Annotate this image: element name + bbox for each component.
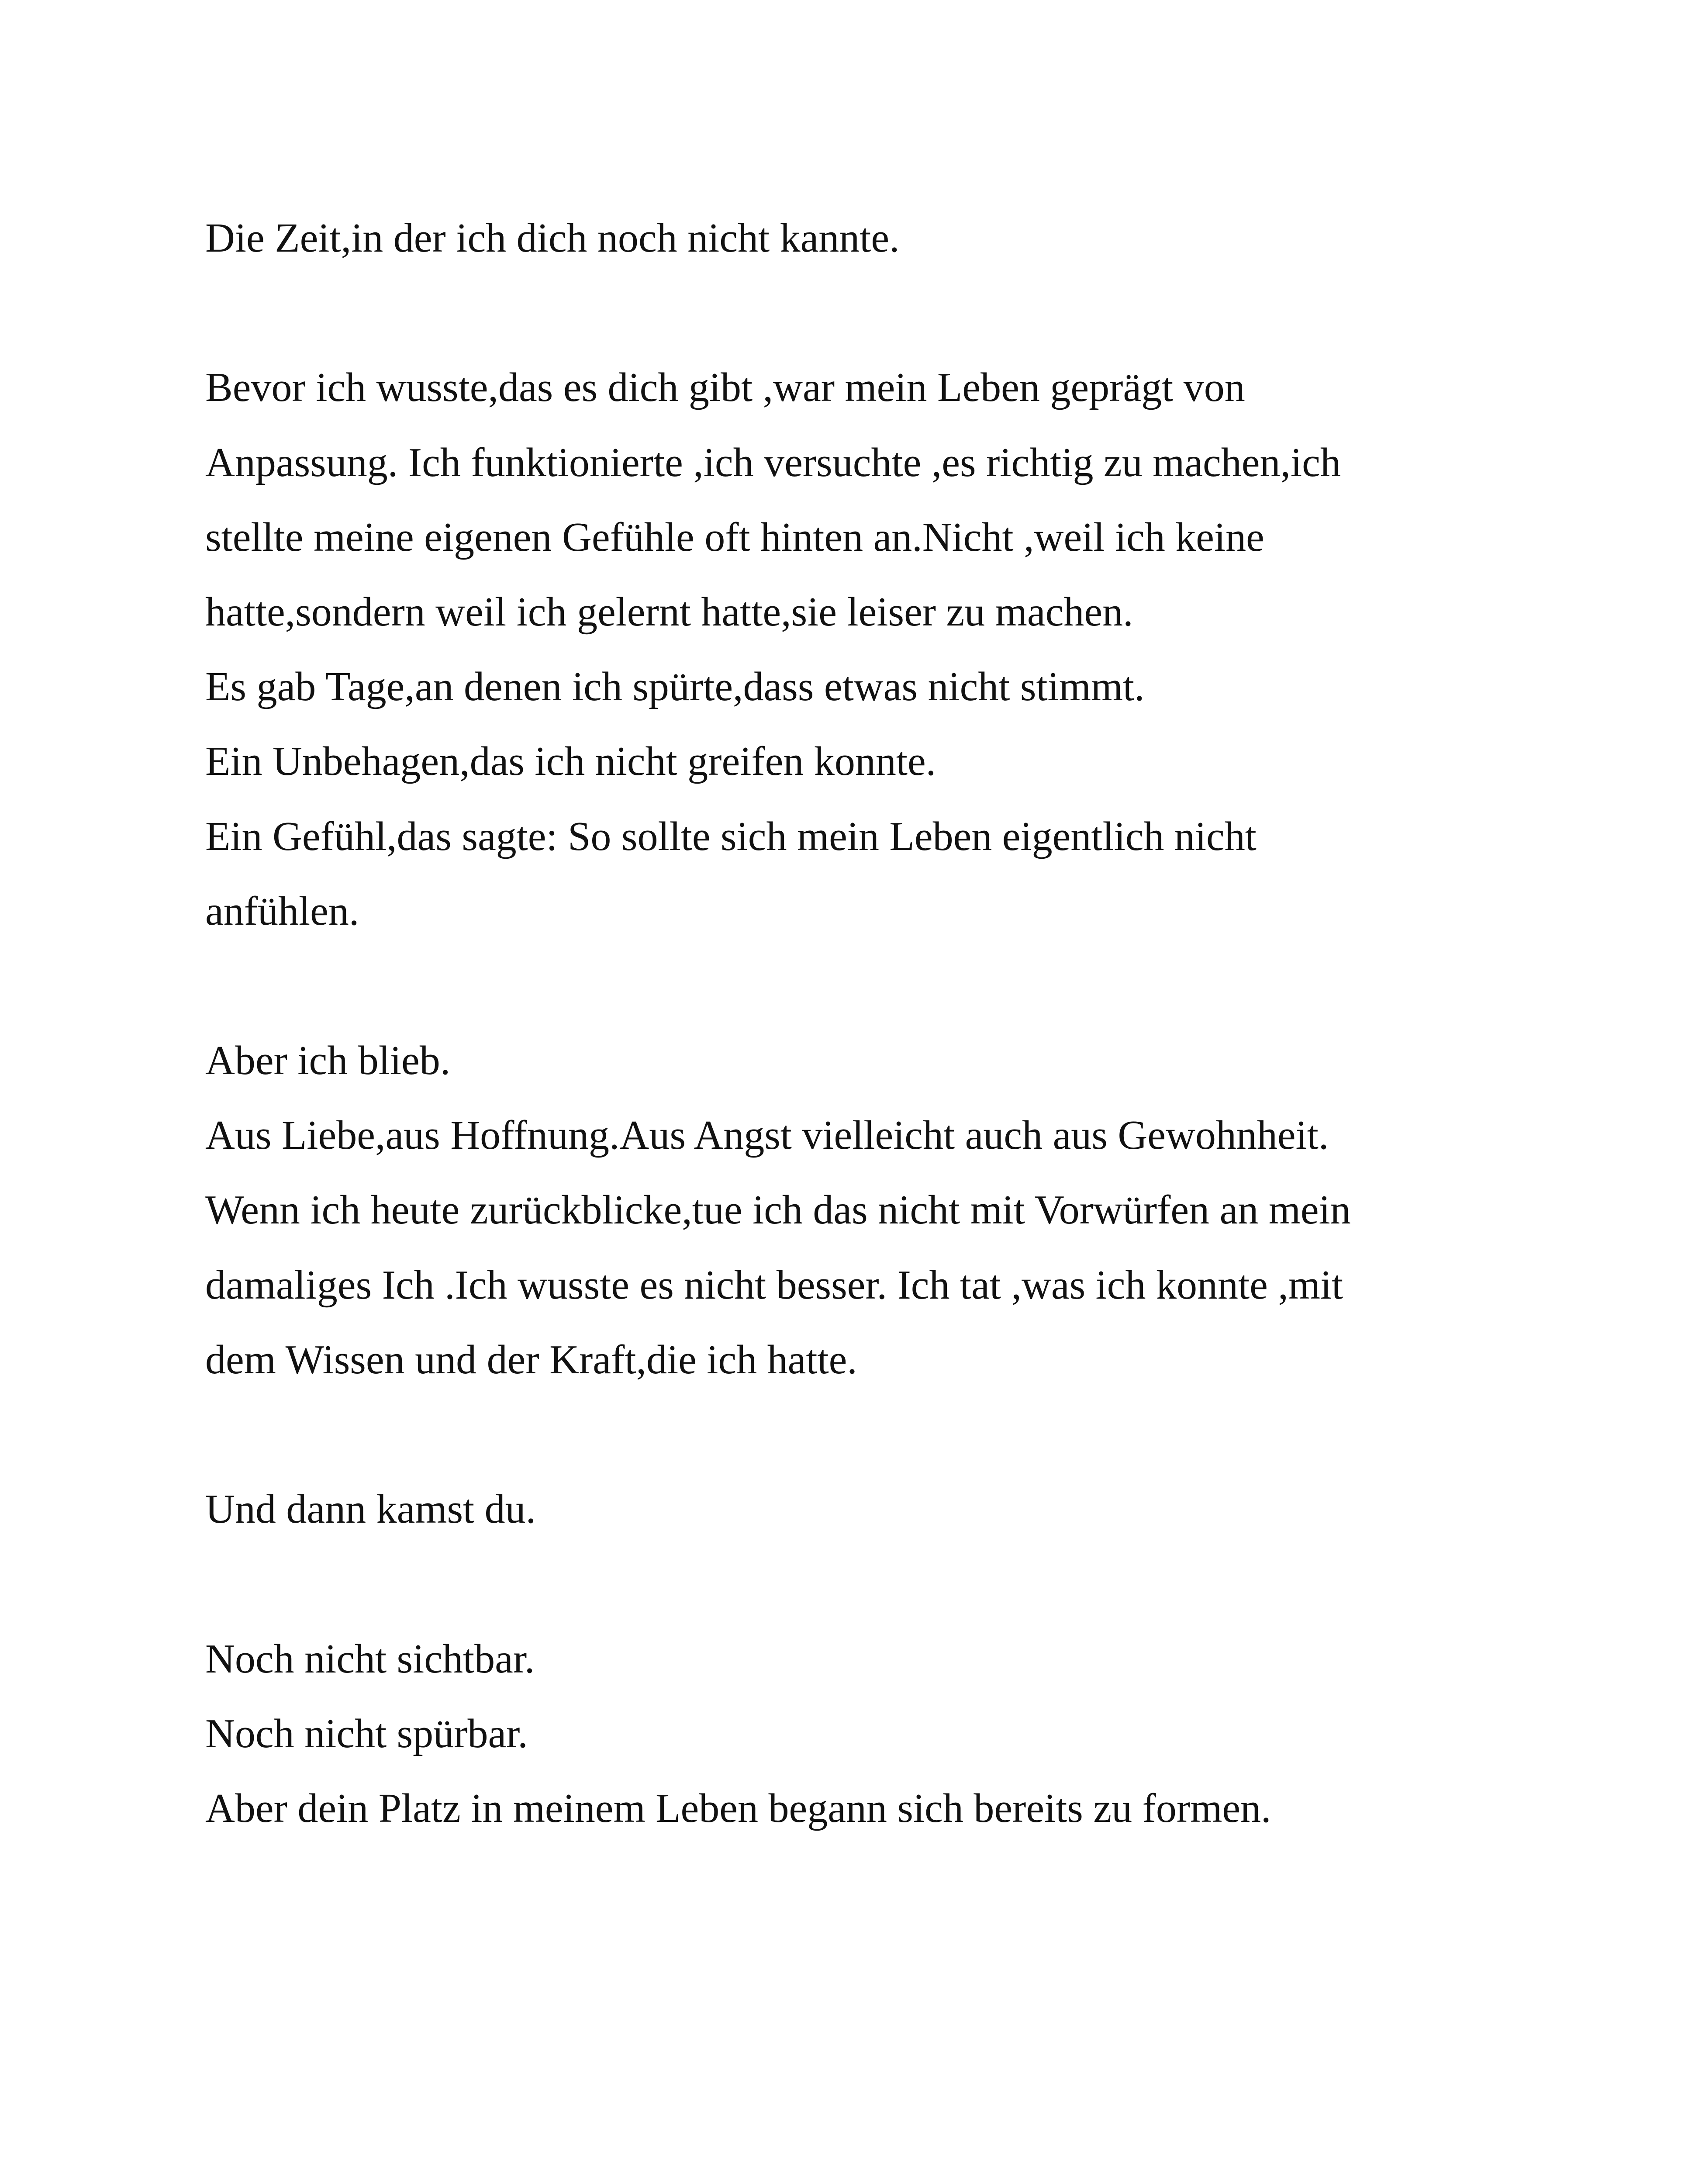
blank-line [205,949,1516,1023]
blank-line [205,1397,1516,1472]
text-line: hatte,sondern weil ich gelernt hatte,sie leiser zu machen. [205,589,1133,635]
text-line: Noch nicht sichtbar. [205,1636,535,1682]
text-line: dem Wissen und der Kraft,die ich hatte. [205,1337,857,1382]
text-line: Aber dein Platz in meinem Leben begann sich bereits zu formen. [205,1785,1271,1831]
text-line: Noch nicht spürbar. [205,1711,528,1756]
text-line: anfühlen. [205,888,359,934]
document-body [205,201,1516,1846]
blank-line [205,276,1516,350]
text-line: Es gab Tage,an denen ich spürte,dass etwas nicht stimmt. [205,664,1145,710]
document-title-line: Die Zeit,in der ich dich noch nicht kannte. [205,215,900,261]
text-line: Anpassung. Ich funktionierte ,ich versuchte ,es richtig zu machen,ich [205,439,1341,485]
text-line: Ein Gefühl,das sagte: So sollte sich mein Leben eigentlich nicht [205,813,1257,859]
text-line: stellte meine eigenen Gefühle oft hinten an.Nicht ,weil ich keine [205,514,1264,560]
text-line: Wenn ich heute zurückblicke,tue ich das nicht mit Vorwürfen an mein [205,1187,1351,1233]
text-line: Ein Unbehagen,das ich nicht greifen konnte. [205,739,936,784]
text-line: damaliges Ich .Ich wusste es nicht besser. Ich tat ,was ich konnte ,mit [205,1262,1343,1308]
text-line: Aus Liebe,aus Hoffnung.Aus Angst vielleicht auch aus Gewohnheit. [205,1113,1329,1158]
text-line: Bevor ich wusste,das es dich gibt ,war mein Leben geprägt von [205,365,1245,411]
text-line: Aber ich blieb. [205,1038,451,1084]
blank-line [205,1547,1516,1621]
text-line: Und dann kamst du. [205,1486,536,1532]
